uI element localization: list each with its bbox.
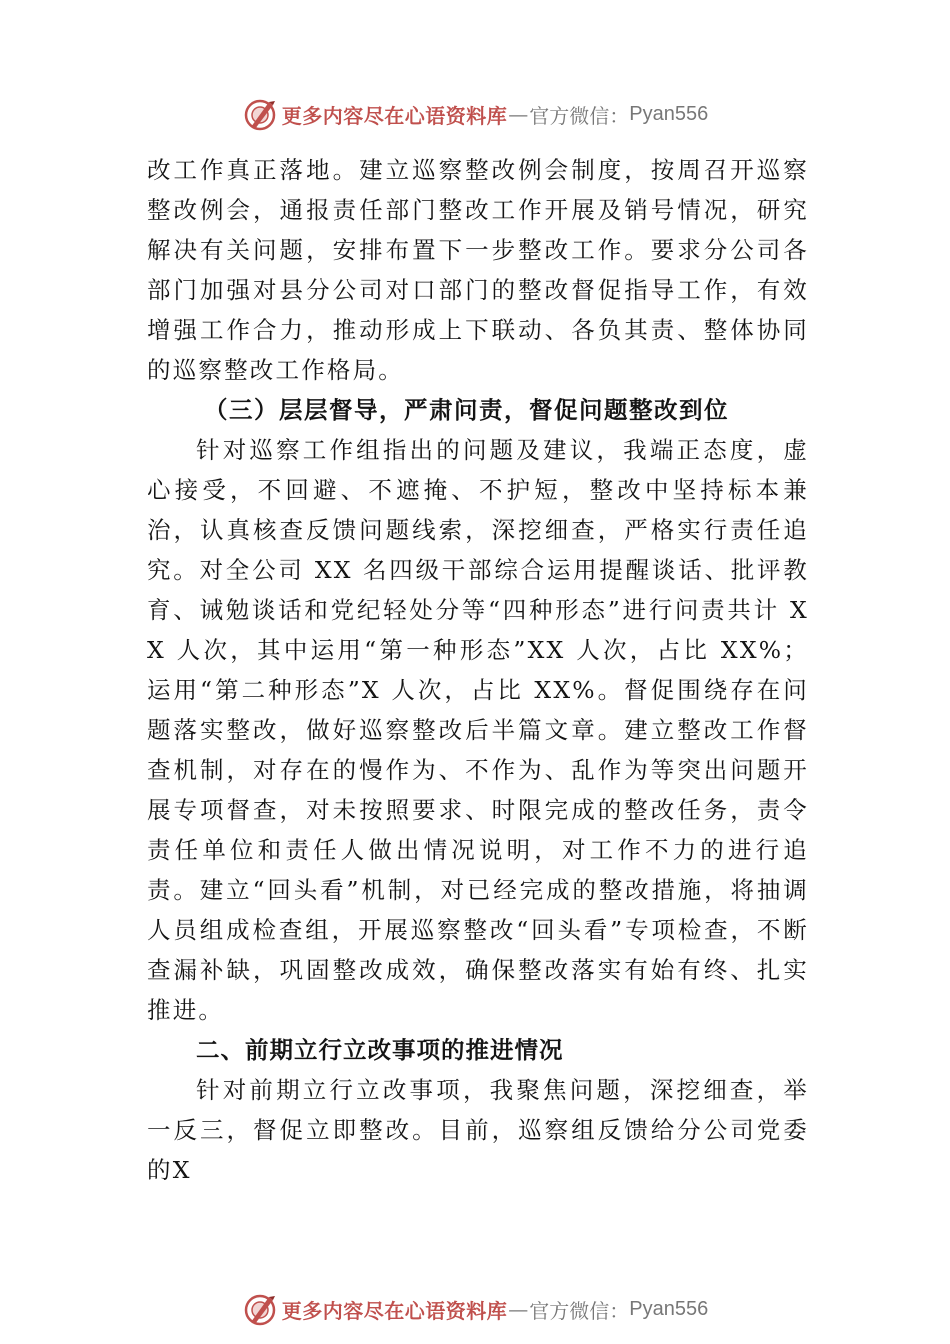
header-banner [0, 94, 950, 134]
paragraph-continued: 改工作真正落地。建立巡察整改例会制度，按周召开巡察整改例会，通报责任部门整改工作开展及销号情况，研究解决有关问题，安排布置下一步整改工作。要求分公司各部门加强对县分公司对口部门的整改督促指导工作，有效增强工作合力，推动形成上下联动、各负其责、整体协同的巡察整改工作格局。 [147, 156, 809, 384]
banner-note: 官方微信： [529, 103, 630, 128]
banner-note: 官方微信： [529, 1298, 630, 1323]
pen-logo-icon [242, 1291, 278, 1327]
banner-separator: — [508, 1297, 529, 1321]
banner-text: 更多内容尽在心语资料库 [281, 103, 508, 128]
paragraph-immediate-rectification: 针对前期立行立改事项，我聚焦问题，深挖细查，举一反三，督促立即整改。目前，巡察组反馈给分公司党委的X [147, 1076, 809, 1184]
banner-separator: — [508, 102, 529, 126]
paragraph-accountability: 针对巡察工作组指出的问题及建议，我端正态度，虚心接受，不回避、不遮掩、不护短，整改中坚持标本兼治，认真核查反馈问题线索，深挖细查，严格实行责任追究。对全公司 XX 名四级干部综合运用提醒谈话、批评教育、诫勉谈话和党纪轻处分等“四种形态”进行问责共计 XX 人次，其中运用“第一种形态”XX 人次，占比 XX%；运用“第二种形态”X 人次，占比 XX%。督促围绕存在问题落实整改，做好巡察整改后半篇文章。建立整改工作督查机制，对存在的慢作为、不作为、乱作为等突出问题开展专项督查，对未按照要求、时限完成的整改任务，责令责任单位和责任人做出情况说明，对工作不力的进行追责。建立“回头看”机制，对已经完成的整改措施，将抽调人员组成检查组，开展巡察整改“回头看”专项检查，不断查漏补缺，巩固整改成效，确保整改落实有始有终、扎实推进。 [147, 436, 809, 1024]
banner-text: 更多内容尽在心语资料库 [281, 1298, 508, 1323]
banner-wechat-id: Pyan556 [629, 1297, 709, 1320]
document-body [147, 150, 809, 1190]
banner-wechat-id: Pyan556 [629, 102, 709, 125]
section-heading: 二、前期立行立改事项的推进情况 [196, 1036, 564, 1064]
subsection-heading: （三）层层督导，严肃问责，督促问题整改到位 [204, 396, 729, 424]
pen-logo-icon [242, 96, 278, 132]
footer-banner [0, 1289, 950, 1329]
